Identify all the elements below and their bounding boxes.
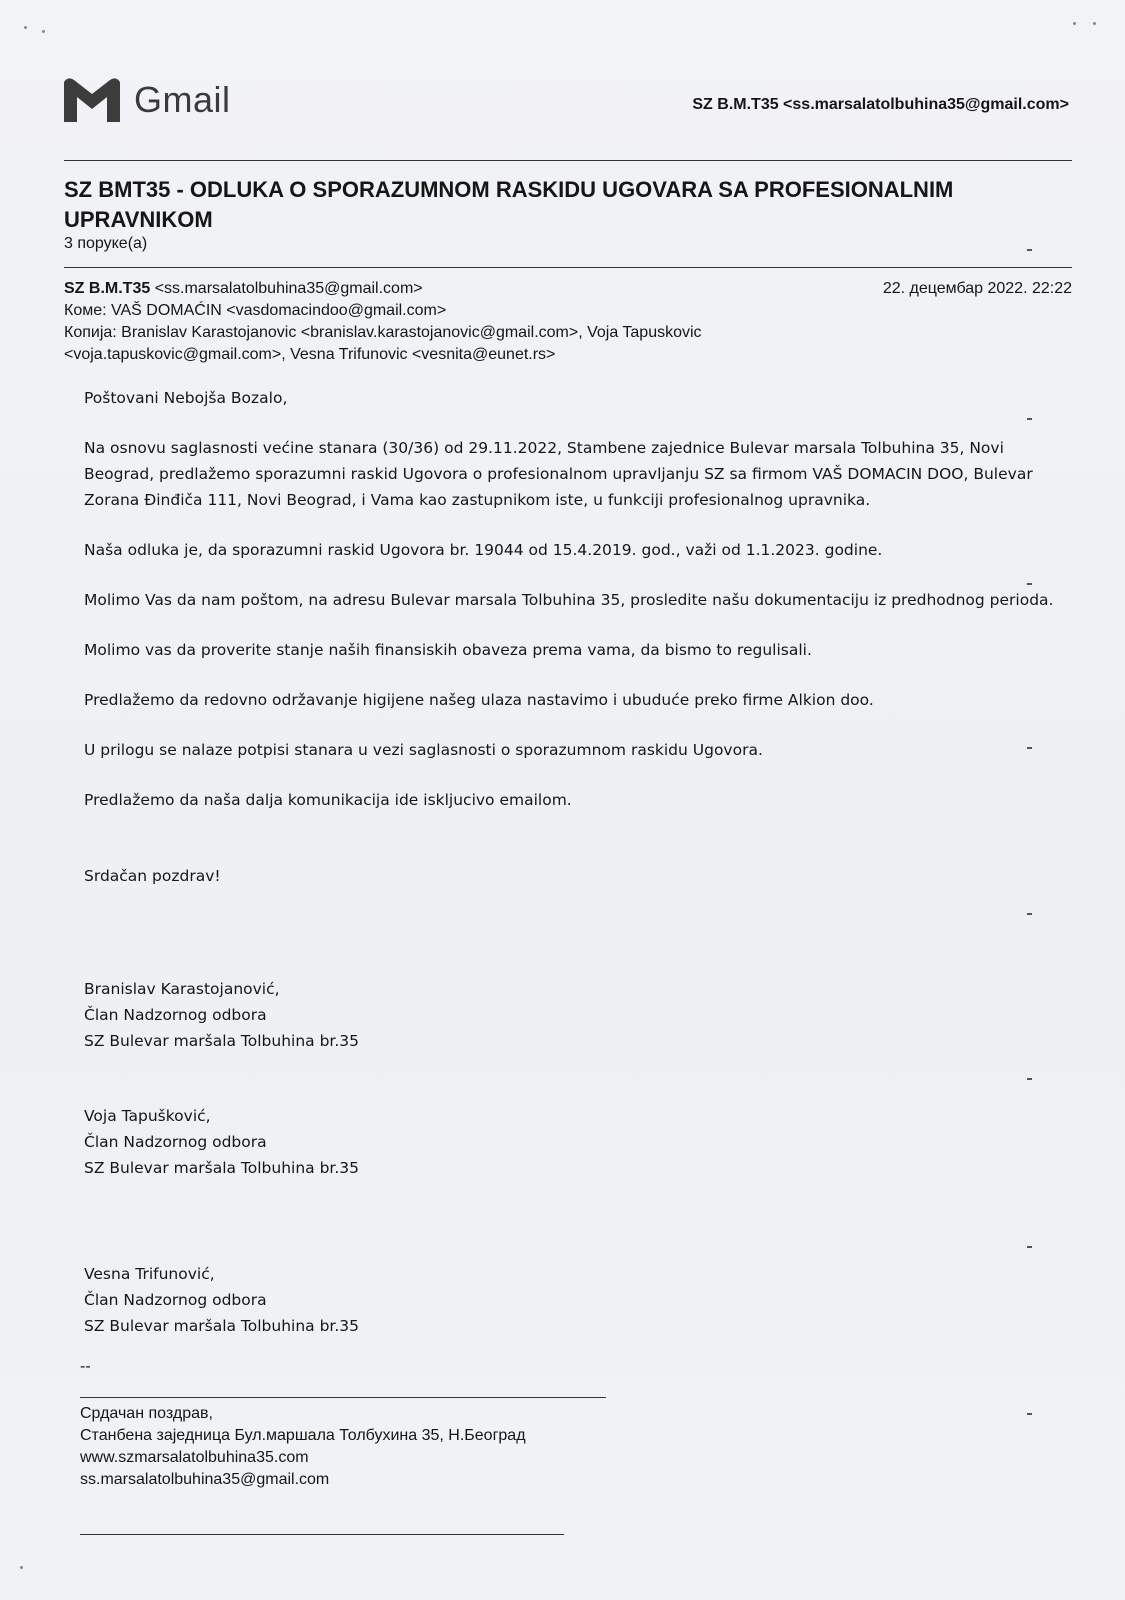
message-count: 3 поруке(а) [64, 235, 148, 252]
body-paragraph: Na osnovu saglasnosti većine stanara (30/36) od 29.11.2022, Stambene zajednice Bulevar marsala Tolbuhina 35, Novi Beograd, predlažemo sporazumni raskid Ugovora o profesionalnom upravljanju SZ sa firmom VAŠ DOMACIN DOO, Bulevar Zorana Đinđiča 111, Novi Beograd, i Vama kao zastupnikom iste, u funkciji profesionalnog upravnika. [84, 439, 1033, 509]
sender-email: <ss.marsalatolbuhina35@gmail.com> [154, 280, 423, 297]
body-paragraph: Naša odluka je, da sporazumni raskid Ugovora br. 19044 od 15.4.2019. god., važi od 1.1.2023. godine. [84, 541, 883, 559]
margin-mark [1027, 1413, 1032, 1415]
scan-speck [20, 1566, 23, 1569]
subject-divider [64, 267, 1072, 268]
body-paragraph: U prilogu se nalaze potpisi stanara u vezi saglasnosti o sporazumnom raskidu Ugovora. [84, 741, 763, 759]
body-paragraph: Predlažemo da redovno održavanje higijene našeg ulaza nastavimo i ubuduće preko firme Alkion doo. [84, 691, 874, 709]
message-header [64, 278, 1072, 366]
account-label: SZ B.M.T35 <ss.marsalatolbuhina35@gmail.com> [692, 96, 1069, 113]
signatory-org: SZ Bulevar maršala Tolbuhina br.35 [84, 1032, 360, 1050]
footer-divider [80, 1397, 606, 1398]
signatory-role: Član Nadzornog odbora [84, 1006, 267, 1024]
body-paragraph: Molimo Vas da nam poštom, na adresu Bulevar marsala Tolbuhina 35, prosledite našu dokumentaciju iz predhodnog perioda. [84, 591, 1054, 609]
email-footer [80, 1403, 526, 1491]
thread-subject: SZ BMT35 - ODLUKA O SPORAZUMNOM RASKIDU UGOVARA SA PROFESIONALNIM UPRAVNIKOM [64, 177, 954, 232]
margin-mark [1027, 1246, 1032, 1248]
margin-mark [1027, 1078, 1032, 1080]
signatory-role: Član Nadzornog odbora [84, 1291, 267, 1309]
signature-block [84, 1261, 359, 1339]
signature-block [84, 976, 359, 1054]
cc-line: Копија: Branislav Karastojanovic <branislav.karastojanovic@gmail.com>, Voja Tapuskovic <voja.tapuskovic@gmail.com>, Vesna Trifunovic <vesnita@eunet.rs> [64, 324, 702, 363]
margin-mark [1027, 913, 1032, 915]
scan-speck [42, 30, 45, 33]
bottom-divider [80, 1534, 564, 1535]
signatory-org: SZ Bulevar maršala Tolbuhina br.35 [84, 1317, 360, 1335]
signatory-name: Branislav Karastojanović, [84, 980, 280, 998]
message-date: 22. децембар 2022. 22:22 [882, 280, 1072, 297]
body-paragraph: Predlažemo da naša dalja komunikacija ide iskljucivo emailom. [84, 791, 572, 809]
footer-line: Станбена заједница Бул.маршала Толбухина 35, Н.Београд [80, 1427, 526, 1444]
scan-speck [1073, 22, 1076, 25]
gmail-logo [64, 78, 231, 122]
footer-line: Срдачан поздрав, [80, 1405, 213, 1422]
footer-email: ss.marsalatolbuhina35@gmail.com [80, 1471, 330, 1488]
header-divider [64, 160, 1072, 161]
signatory-org: SZ Bulevar maršala Tolbuhina br.35 [84, 1159, 360, 1177]
recipient-line: Коме: VAŠ DOMAĆIN <vasdomacindoo@gmail.com> [64, 302, 447, 319]
sender-name: SZ B.M.T35 [64, 280, 151, 297]
gmail-m-icon [64, 78, 120, 122]
scan-speck [24, 26, 27, 29]
signature-block [84, 1103, 359, 1181]
app-name: Gmail [134, 79, 231, 120]
margin-mark [1027, 418, 1032, 420]
body-paragraph: Molimo vas da proverite stanje naših finansiskih obaveza prema vama, da bismo to regulisali. [84, 641, 812, 659]
margin-mark [1027, 583, 1032, 585]
scan-speck [1093, 22, 1096, 25]
greeting: Poštovani Nebojša Bozalo, [84, 389, 288, 407]
footer-website: www.szmarsalatolbuhina35.com [80, 1449, 309, 1466]
signatory-role: Član Nadzornog odbora [84, 1133, 267, 1151]
signatory-name: Voja Tapušković, [84, 1107, 211, 1125]
signature-separator: -- [80, 1358, 91, 1375]
signatory-name: Vesna Trifunović, [84, 1265, 215, 1283]
margin-mark [1027, 747, 1032, 749]
message-body [84, 385, 1059, 889]
closing: Srdačan pozdrav! [84, 867, 221, 885]
margin-mark [1027, 249, 1032, 251]
